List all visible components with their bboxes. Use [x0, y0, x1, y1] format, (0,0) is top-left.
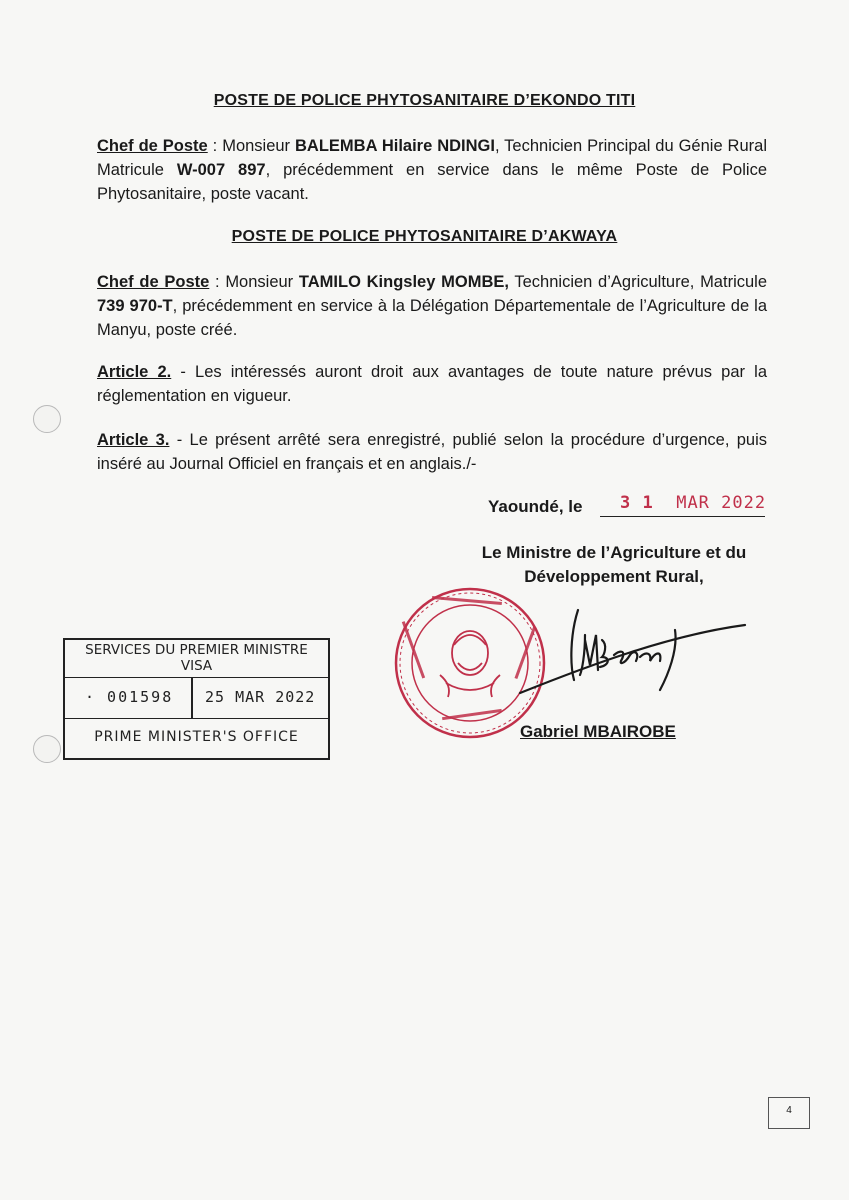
body-text: Technicien d’Agriculture, Matricule — [508, 273, 767, 291]
visa-stamp-office: PRIME MINISTER'S OFFICE — [94, 729, 299, 745]
visa-stamp-header — [65, 640, 328, 678]
separator-text: : Monsieur — [209, 273, 299, 291]
article-2-label: Article 2. — [97, 363, 172, 381]
article-2-text: - Les intéressés auront droit aux avantages de toute nature prévus par la réglementation en vigueur. — [97, 363, 767, 405]
date-stamp — [620, 493, 766, 513]
minister-title-line2: Développement Rural, — [524, 567, 704, 586]
separator-text: : Monsieur — [207, 137, 295, 155]
officer-name: TAMILO Kingsley MOMBE, — [298, 273, 509, 291]
visa-stamp — [63, 638, 330, 760]
date-month-year: MAR 2022 — [676, 493, 767, 513]
matricule: W-007 897 — [176, 161, 266, 179]
visa-stamp-line1: SERVICES DU PREMIER MINISTRE — [85, 642, 308, 658]
article-3-label: Article 3. — [97, 431, 170, 449]
body-text: , précédemment en service dans le même Poste de Police Phytosanitaire, poste vacant. — [97, 161, 767, 203]
visa-number: · 001598 — [85, 688, 174, 706]
article-3 — [97, 428, 767, 476]
visa-date: 25 MAR 2022 — [205, 688, 316, 706]
signatory-name: Gabriel MBAIROBE — [520, 722, 676, 741]
handwritten-signature — [490, 595, 750, 705]
date-day: 3 1 — [620, 493, 654, 513]
section-body-akwaya — [97, 270, 767, 342]
date-place: Yaoundé, le — [488, 497, 583, 516]
section-title-akwaya: POSTE DE POLICE PHYTOSANITAIRE D’AKWAYA — [231, 228, 618, 245]
chef-de-poste-label: Chef de Poste — [97, 137, 208, 155]
minister-title-line1: Le Ministre de l’Agriculture et du — [481, 543, 747, 562]
chef-de-poste-label: Chef de Poste — [97, 273, 210, 291]
minister-title — [454, 541, 774, 589]
body-text: , Technicien Principal du Génie Rural Matricule — [97, 137, 767, 179]
punch-hole-bottom — [33, 735, 61, 763]
matricule: 739 970-T — [97, 297, 173, 315]
page-number: 4 — [768, 1097, 810, 1129]
section-title-ekondo-titi: POSTE DE POLICE PHYTOSANITAIRE D’EKONDO TITI — [213, 92, 636, 109]
visa-divider — [191, 678, 193, 718]
section-body-ekondo-titi — [97, 134, 767, 206]
article-3-text: - Le présent arrêté sera enregistré, publié selon la procédure d’urgence, puis inséré au Journal Officiel en français et en anglais./- — [97, 431, 767, 473]
article-2 — [97, 360, 767, 408]
officer-name: BALEMBA Hilaire NDINGI — [295, 137, 495, 155]
body-text: , précédemment en service à la Délégation Départementale de l’Agriculture de la Manyu, poste créé. — [97, 297, 767, 339]
visa-stamp-entry — [65, 678, 328, 719]
visa-stamp-line2: VISA — [180, 658, 213, 674]
punch-hole-top — [33, 405, 61, 433]
